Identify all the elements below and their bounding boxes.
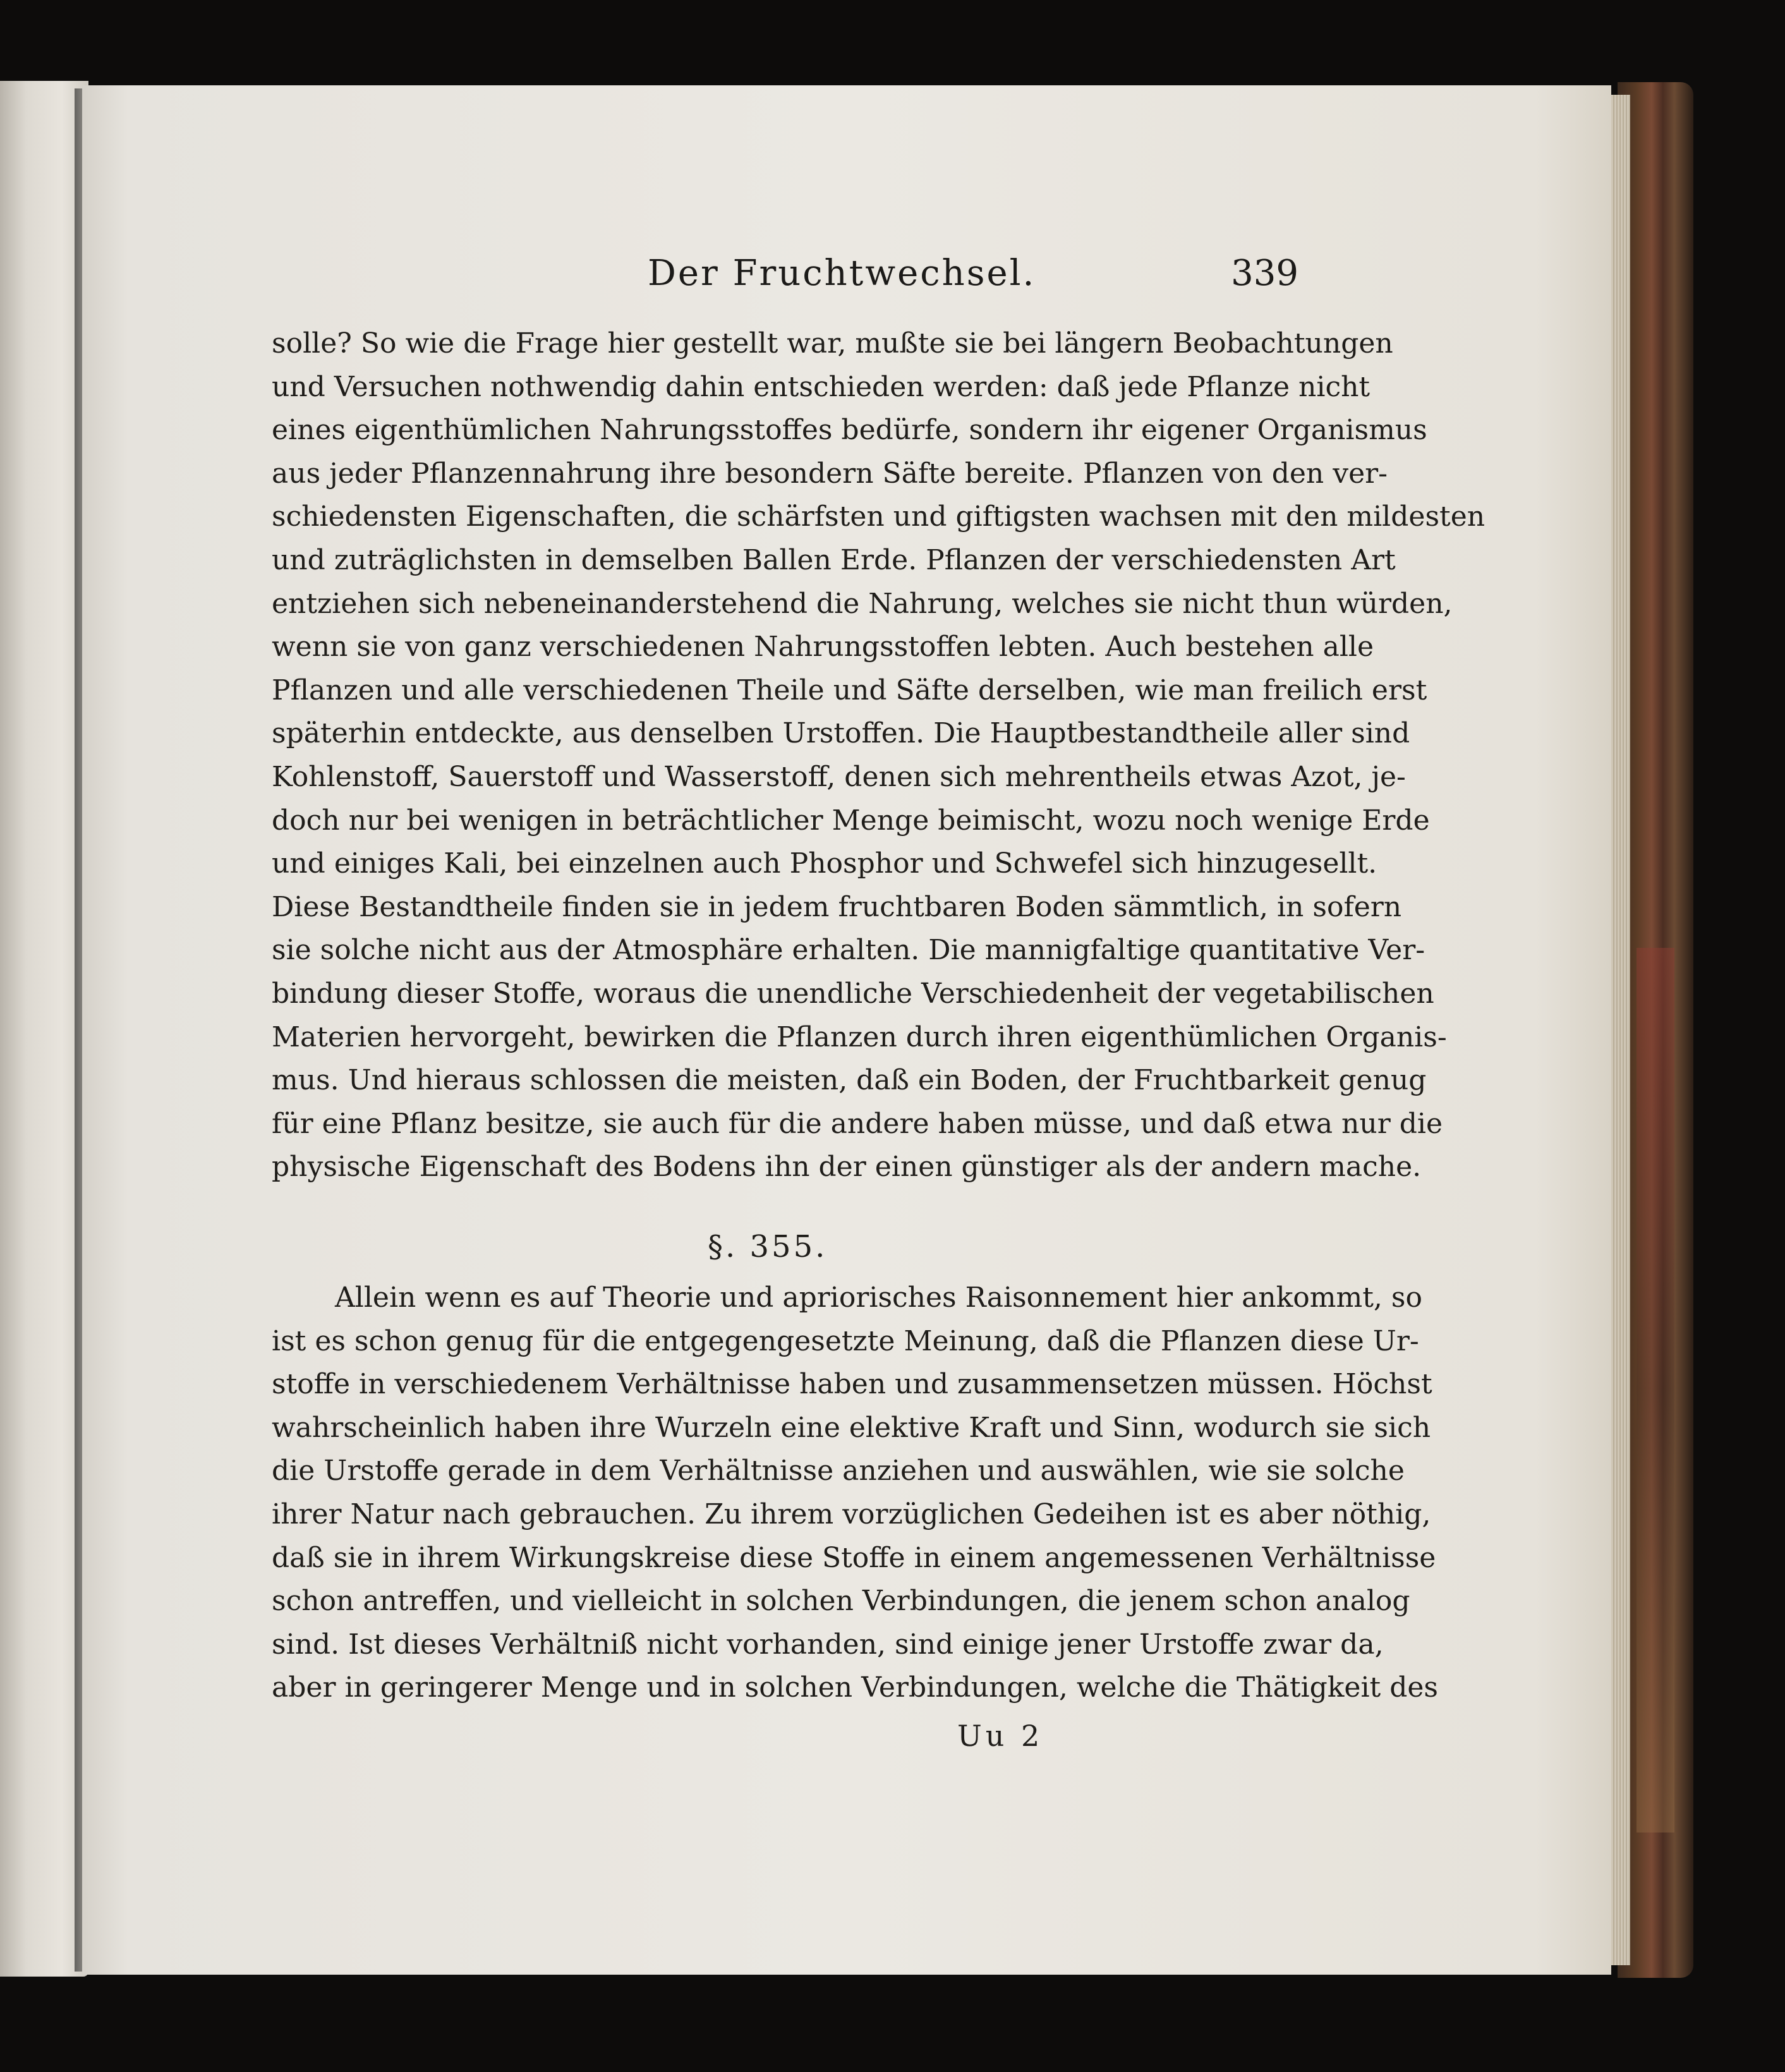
text-line: aber in geringerer Menge und in solchen Verbindungen, welche die Thätigkeit des [272,1671,1438,1704]
text-line: ihrer Natur nach gebrauchen. Zu ihrem vorzüglichen Gedeihen ist es aber nöthig, [272,1498,1431,1530]
text-line: solle? So wie die Frage hier gestellt war, mußte sie bei längern Beobachtungen [272,327,1393,360]
text-line: daß sie in ihrem Wirkungskreise diese Stoffe in einem angemessenen Verhältnisse [272,1541,1436,1574]
text-line: schon antreffen, und vielleicht in solchen Verbindungen, die jenem schon analog [272,1585,1410,1618]
text-line: Materien hervorgeht, bewirken die Pflanzen durch ihren eigenthümlichen Organis- [272,1021,1447,1053]
spine-marbling [1637,948,1674,1833]
text-line: ist es schon genug für die entgegengesetzte Meinung, daß die Pflanzen diese Ur- [272,1324,1419,1357]
text-line: mus. Und hieraus schlossen die meisten, daß ein Boden, der Fruchtbarkeit genug [272,1064,1427,1097]
text-line: doch nur bei wenigen in beträchtlicher Menge beimischt, wozu noch wenige Erde [272,804,1430,837]
text-line: physische Eigenschaft des Bodens ihn der einen günstiger als der andern mache. [272,1151,1422,1184]
text-line: Allein wenn es auf Theorie und apriorisches Raisonnement hier ankommt, so [335,1281,1422,1314]
text-line: späterhin entdeckte, aus denselben Urstoffen. Die Hauptbestandtheile aller sind [272,717,1410,750]
text-line: Kohlenstoff, Sauerstoff und Wasserstoff, denen sich mehrentheils etwas Azot, je- [272,760,1406,793]
text-line: Pflanzen und alle verschiedenen Theile und Säfte derselben, wie man freilich erst [272,674,1427,706]
text-line: bindung dieser Stoffe, woraus die unendliche Verschiedenheit der vegetabilischen [272,977,1434,1010]
text-line: schiedensten Eigenschaften, die schärfsten und giftigsten wachsen mit den mildesten [272,500,1485,533]
page-header [648,253,1298,316]
text-line: und Versuchen nothwendig dahin entschieden werden: daß jede Pflanze nicht [272,370,1371,403]
text-line: wahrscheinlich haben ihre Wurzeln eine elektive Kraft und Sinn, wodurch sie sich [272,1411,1431,1444]
text-line: sind. Ist dieses Verhältniß nicht vorhanden, sind einige jener Urstoffe zwar da, [272,1628,1384,1661]
text-line: stoffe in verschiedenem Verhältnisse haben und zusammensetzen müssen. Höchst [272,1368,1432,1401]
text-line: für eine Pflanz besitze, sie auch für die andere haben müsse, und daß etwa nur die [272,1107,1443,1140]
paragraph-2 [272,1276,1438,1710]
page-number: 339 [1231,253,1298,294]
text-line: wenn sie von ganz verschiedenen Nahrungsstoffen lebten. Auch bestehen alle [272,631,1374,663]
text-line: sie solche nicht aus der Atmosphäre erhalten. Die mannigfaltige quantitative Ver- [272,934,1425,967]
text-line: aus jeder Pflanzennahrung ihre besondern Säfte bereite. Pflanzen von den ver- [272,457,1388,490]
section-heading: §. 355. [708,1229,828,1264]
paragraph-1 [272,322,1485,1189]
text-line: die Urstoffe gerade in dem Verhältnisse anziehen und auswählen, wie sie solche [272,1455,1405,1487]
running-title: Der Fruchtwechsel. [648,253,1036,294]
text-line: entziehen sich nebeneinanderstehend die Nahrung, welches sie nicht thun würden, [272,587,1453,620]
signature-mark: Uu 2 [957,1719,1044,1753]
text-line: eines eigenthümlichen Nahrungsstoffes bedürfe, sondern ihr eigener Organismus [272,414,1427,447]
text-line: Diese Bestandtheile finden sie in jedem fruchtbaren Boden sämmtlich, in sofern [272,890,1402,923]
text-line: und einiges Kali, bei einzelnen auch Phosphor und Schwefel sich hinzugesellt. [272,847,1377,880]
text-line: und zuträglichsten in demselben Ballen Erde. Pflanzen der verschiedensten Art [272,543,1396,576]
